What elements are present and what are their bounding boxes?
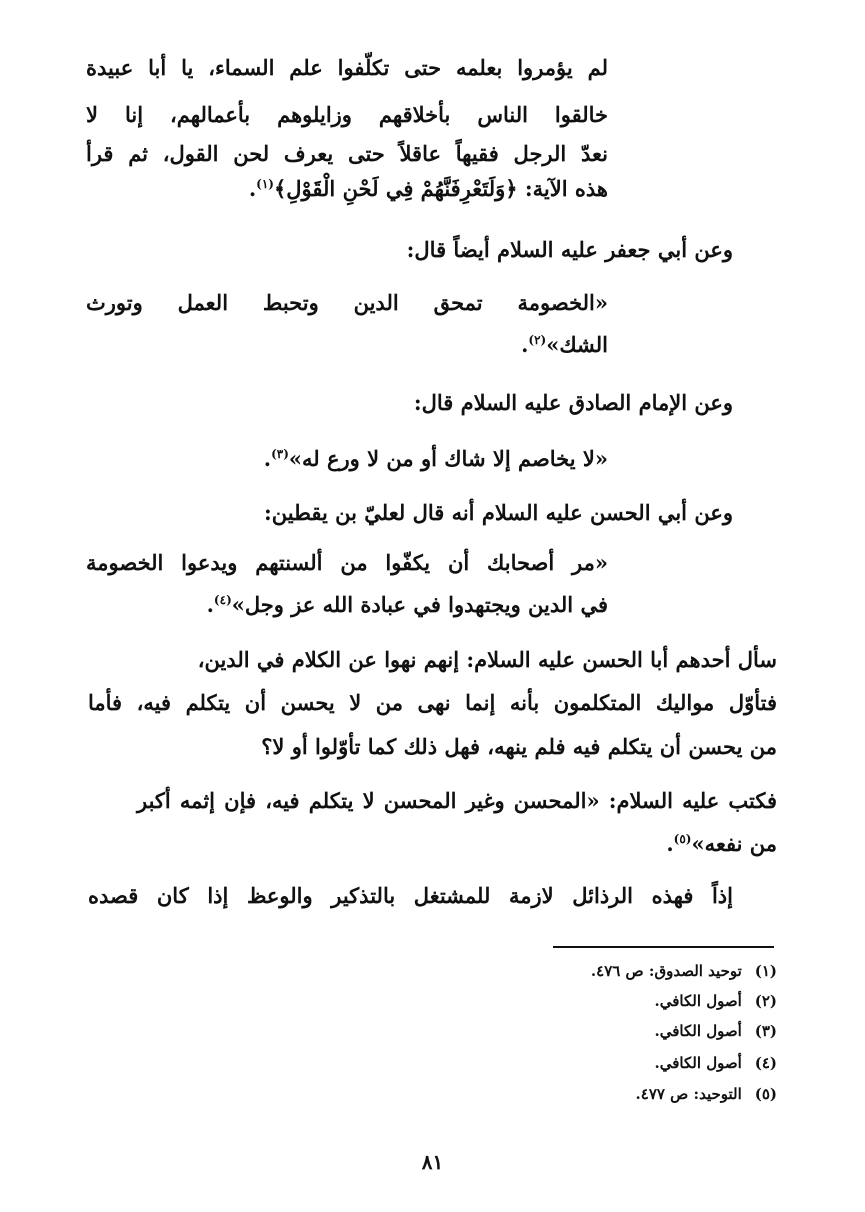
verse-line: هذه الآية: ﴿وَلَتَعْرِفَنَّهُمْ فِي لَحْنِ الْقَوْلِ﴾$^{(١)}$. [248,176,608,201]
footnote-1: (١) توحيد الصدوق: ص ٤٧٦. [590,962,777,980]
narration-intro: وعن أبي جعفر عليه السلام أيضاً قال: [406,237,733,262]
text-line: «مر أصحابك أن يكفّوا من ألسنتهم ويدعوا الخصومة [86,550,608,575]
footnote-5: (٥) التوحيد: ص ٤٧٧. [635,1085,777,1103]
text-line: الشك»$^{(٢)}$. [521,332,608,357]
text-line: من يحسن أن يتكلم فيه فلم ينهه، فهل ذلك كما تأوّلوا أو لا؟ [261,734,777,759]
text-line: من نفعه»$^{(٥)}$. [666,831,777,856]
footnote-divider [553,946,774,948]
footnote-marker: (٢) [528,333,547,347]
footnote-3: (٣) أصول الكافي. [654,1022,777,1040]
footnote-2: (٢) أصول الكافي. [654,992,777,1010]
text-line: خالقوا الناس بأخلاقهم وزايلوهم بأعمالهم، إنا لا [86,102,608,127]
text-line: نعدّ الرجل فقيهاً عاقلاً حتى يعرف لحن القول، ثم قرأ [86,141,608,166]
text-line: فتأوّل مواليك المتكلمون بأنه إنما نهى من لا يحسن أن يتكلم فيه، فأما [88,690,777,715]
page-number: ٨١ [421,1150,444,1174]
footnote-4: (٤) أصول الكافي. [654,1054,777,1072]
narration-intro: وعن أبي الحسن عليه السلام أنه قال لعليّ بن يقطين: [264,500,733,525]
footnote-marker: (٥) [673,832,692,846]
footnote-marker: (٣) [271,447,289,461]
text-line: لم يؤمروا بعلمه حتى تكلّفوا علم السماء، يا أبا عبيدة [86,55,608,80]
footnote-marker: (٤) [213,593,232,607]
text-line: سأل أحدهم أبا الحسن عليه السلام: إنهم نهوا عن الكلام في الدين، [197,647,777,672]
text-line: إذاً فهذه الرذائل لازمة للمشتغل بالتذكير والوعظ إذا كان قصده [88,883,733,908]
text-line: في الدين ويجتهدوا في عبادة الله عز وجل»$^{(٤)}$. [206,592,608,617]
narration-intro: وعن الإمام الصادق عليه السلام قال: [413,390,733,415]
text-line: «لا يخاصم إلا شاك أو من لا ورع له»$^{(٣)}$. [263,446,608,471]
footnote-marker: (١) [256,177,274,191]
text-line: فكتب عليه السلام: «المحسن وغير المحسن لا يتكلم فيه، فإن إثمه أكبر [137,788,777,813]
text-line: «الخصومة تمحق الدين وتحبط العمل وتورث [86,290,608,315]
